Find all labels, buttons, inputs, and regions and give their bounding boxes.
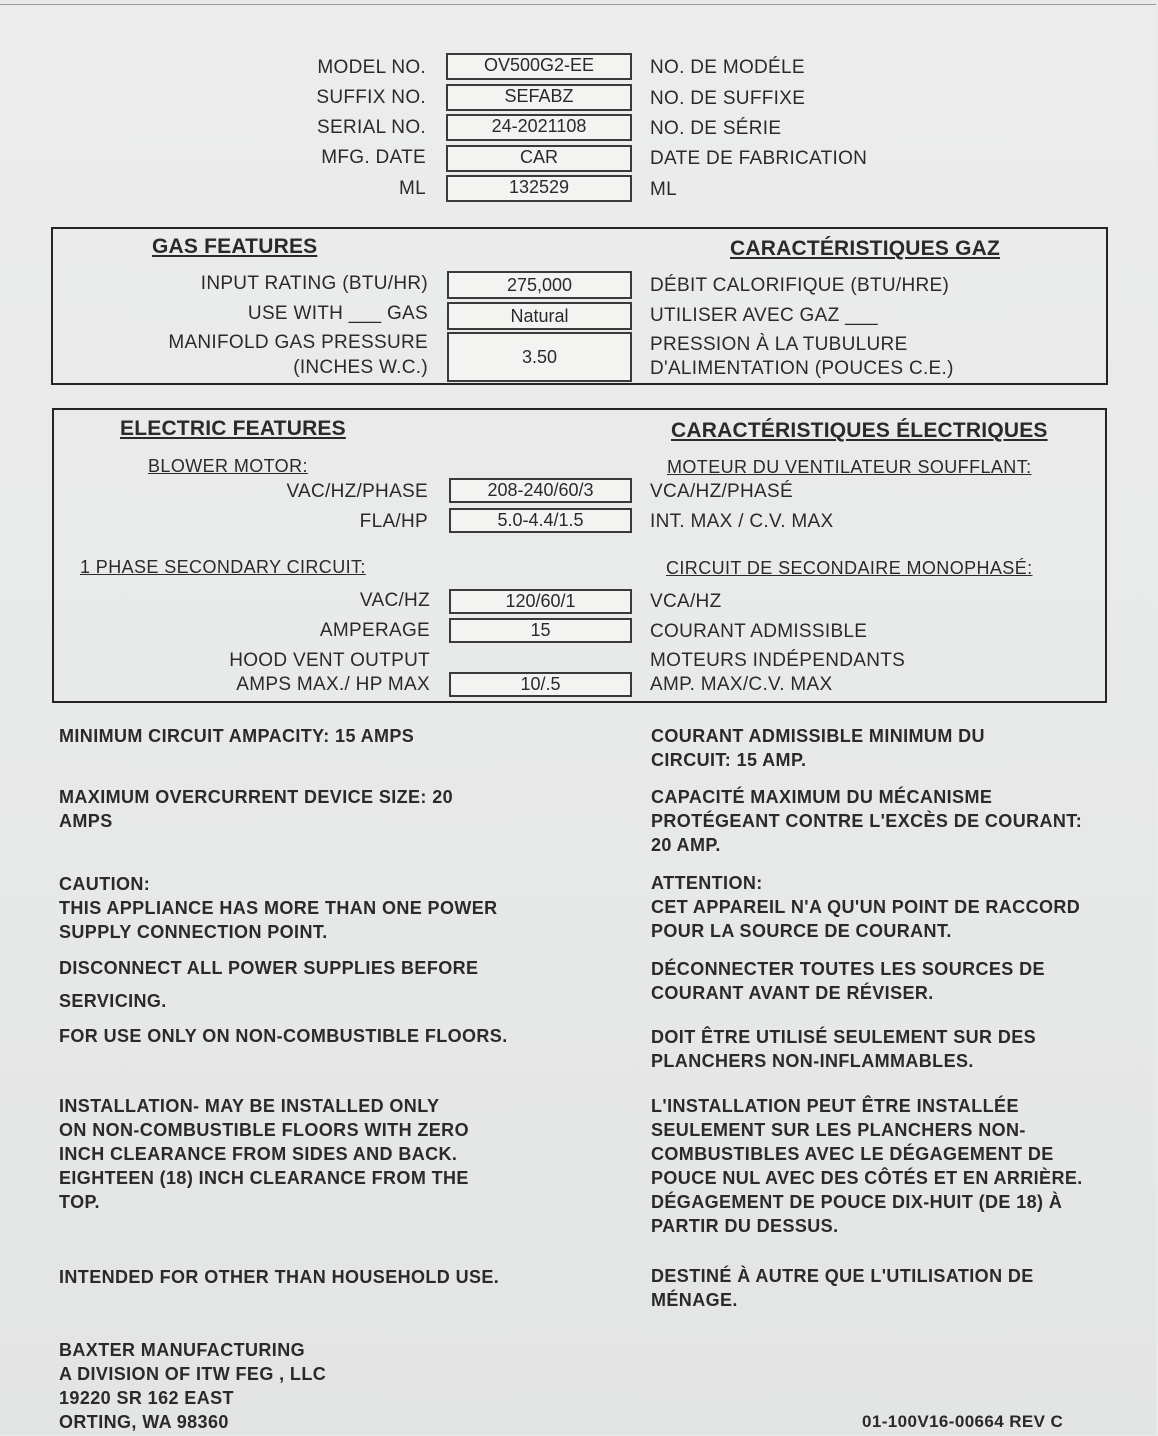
- fla-hp-value: 5.0-4.4/1.5: [449, 508, 632, 533]
- fla-hp-label-fr: INT. MAX / C.V. MAX: [650, 511, 834, 532]
- secondary-circuit-heading-fr: CIRCUIT DE SECONDAIRE MONOPHASÉ:: [666, 558, 1033, 578]
- installation-en: INSTALLATION- MAY BE INSTALLED ONLY ON NON-COMBUSTIBLE FLOORS WITH ZERO INCH CLEARANCE FROM SIDES AND BACK. EIGHTEEN (18) INCH CLEARANCE FROM THE TOP.: [59, 1096, 469, 1212]
- disconnect-fr: DÉCONNECTER TOUTES LES SOURCES DE COURANT AVANT DE RÉVISER.: [651, 959, 1045, 1003]
- secondary-circuit-heading: 1 PHASE SECONDARY CIRCUIT:: [80, 557, 366, 577]
- max-overcurrent-en: MAXIMUM OVERCURRENT DEVICE SIZE: 20 AMPS: [59, 787, 454, 831]
- vac-hz-label-fr: VCA/HZ: [650, 591, 722, 612]
- amperage-label-fr: COURANT ADMISSIBLE: [650, 621, 868, 642]
- servicing-en: SERVICING.: [59, 991, 167, 1011]
- floors-en: FOR USE ONLY ON NON-COMBUSTIBLE FLOORS.: [59, 1026, 508, 1046]
- manifold-label-en-2: (INCHES W.C.): [293, 357, 428, 378]
- gas-features-title: GAS FEATURES: [152, 235, 318, 258]
- floors-fr: DOIT ÊTRE UTILISÉ SEULEMENT SUR DES PLANCHERS NON-INFLAMMABLES.: [651, 1027, 1037, 1071]
- serial-label-fr: NO. DE SÉRIE: [650, 118, 782, 139]
- amperage-label-en: AMPERAGE: [319, 620, 430, 641]
- disconnect-en: DISCONNECT ALL POWER SUPPLIES BEFORE: [59, 958, 479, 978]
- input-rating-value: 275,000: [447, 271, 632, 299]
- manifold-label-fr-1: PRESSION À LA TUBULURE: [650, 334, 908, 355]
- gas-features-title-fr: CARACTÉRISTIQUES GAZ: [730, 237, 1001, 260]
- mfg-date-label-fr: DATE DE FABRICATION: [650, 148, 868, 169]
- use-with-value: Natural: [447, 302, 632, 330]
- caution-fr: ATTENTION: CET APPAREIL N'A QU'UN POINT DE RACCORD POUR LA SOURCE DE COURANT.: [651, 873, 1081, 941]
- serial-label-en: SERIAL NO.: [317, 117, 426, 138]
- hood-vent-label-en-1: HOOD VENT OUTPUT: [229, 650, 430, 671]
- amperage-value: 15: [449, 618, 632, 643]
- serial-value: 24-2021108: [446, 114, 632, 141]
- model-label-en: MODEL NO.: [317, 57, 426, 78]
- hood-vent-label-en-2: AMPS MAX./ HP MAX: [236, 674, 430, 695]
- household-en: INTENDED FOR OTHER THAN HOUSEHOLD USE.: [59, 1267, 500, 1287]
- electric-features-title-fr: CARACTÉRISTIQUES ÉLECTRIQUES: [671, 419, 1048, 442]
- use-with-label-fr: UTILISER AVEC GAZ ___: [650, 305, 878, 326]
- manifold-label-fr-2: D'ALIMENTATION (POUCES C.E.): [650, 358, 954, 379]
- ml-label-en: ML: [399, 178, 426, 199]
- electric-features-title: ELECTRIC FEATURES: [120, 417, 346, 440]
- min-circuit-ampacity-en: MINIMUM CIRCUIT AMPACITY: 15 AMPS: [59, 726, 415, 746]
- model-label-fr: NO. DE MODÉLE: [650, 57, 805, 78]
- manifold-pressure-value: 3.50: [447, 332, 632, 382]
- caution-en: CAUTION: THIS APPLIANCE HAS MORE THAN ONE POWER SUPPLY CONNECTION POINT.: [59, 874, 498, 942]
- suffix-label-fr: NO. DE SUFFIXE: [650, 88, 806, 109]
- manifold-label-en-1: MANIFOLD GAS PRESSURE: [168, 332, 428, 353]
- max-overcurrent-fr: CAPACITÉ MAXIMUM DU MÉCANISME PROTÉGEANT CONTRE L'EXCÈS DE COURANT: 20 AMP.: [651, 787, 1083, 855]
- hood-vent-value: 10/.5: [449, 672, 632, 697]
- manufacturer-address: BAXTER MANUFACTURING A DIVISION OF ITW FEG , LLC 19220 SR 162 EAST ORTING, WA 98360: [59, 1340, 327, 1432]
- vac-hz-label-en: VAC/HZ: [359, 590, 430, 611]
- vac-hz-value: 120/60/1: [449, 589, 632, 614]
- mfg-date-label-en: MFG. DATE: [321, 147, 426, 168]
- suffix-value: SEFABZ: [446, 84, 632, 111]
- ml-value: 132529: [446, 175, 632, 202]
- input-rating-label-fr: DÉBIT CALORIFIQUE (BTU/HRE): [650, 275, 950, 296]
- min-circuit-ampacity-fr: COURANT ADMISSIBLE MINIMUM DU CIRCUIT: 15 AMP.: [651, 726, 985, 770]
- blower-motor-heading-fr: MOTEUR DU VENTILATEUR SOUFFLANT:: [667, 457, 1032, 477]
- fla-hp-label-en: FLA/HP: [359, 511, 428, 532]
- mfg-date-value: CAR: [446, 145, 632, 172]
- vac-phase-value: 208-240/60/3: [449, 478, 632, 503]
- suffix-label-en: SUFFIX NO.: [316, 87, 426, 108]
- vac-phase-label-en: VAC/HZ/PHASE: [286, 481, 428, 502]
- part-number: 01-100V16-00664 REV C: [862, 1412, 1064, 1431]
- vac-phase-label-fr: VCA/HZ/PHASÉ: [650, 481, 793, 502]
- electric-features-section: [52, 408, 1107, 703]
- use-with-label-en: USE WITH ___ GAS: [247, 303, 428, 324]
- installation-fr: L'INSTALLATION PEUT ÊTRE INSTALLÉE SEULEMENT SUR LES PLANCHERS NON- COMBUSTIBLES AVEC LE DÉGAGEMENT DE POUCE NUL AVEC DES CÔTÉS ET EN ARRIÈRE. DÉGAGEMENT DE POUCE DIX-HUIT (DE 18) À PARTIR DU DESSUS.: [651, 1096, 1083, 1236]
- household-fr: DESTINÉ À AUTRE QUE L'UTILISATION DE MÉNAGE.: [651, 1266, 1034, 1310]
- ml-label-fr: ML: [650, 179, 677, 200]
- blower-motor-heading: BLOWER MOTOR:: [148, 456, 308, 476]
- hood-vent-label-fr-2: AMP. MAX/C.V. MAX: [650, 674, 833, 695]
- input-rating-label-en: INPUT RATING (BTU/HR): [200, 273, 428, 294]
- hood-vent-label-fr-1: MOTEURS INDÉPENDANTS: [650, 650, 906, 671]
- model-value: OV500G2-EE: [446, 53, 632, 80]
- rating-plate: [0, 4, 1156, 1435]
